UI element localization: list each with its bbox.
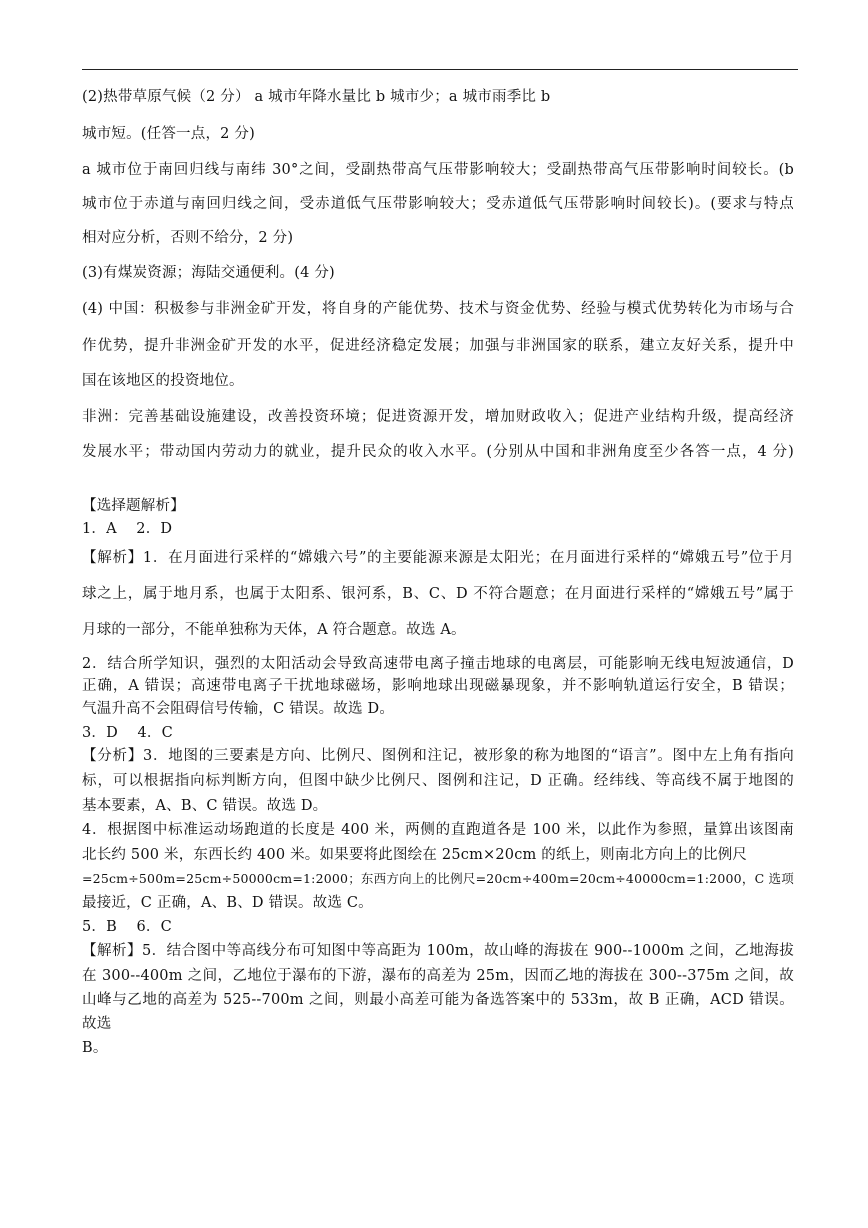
answer-2-line-5: 相对应分析，否则不给分，2 分) bbox=[82, 230, 294, 246]
answer-4-line-1: (4) 中国：积极参与非洲金矿开发，将自身的产能优势、技术与资金优势、经验与模式优势转化为市场与合 bbox=[82, 301, 794, 317]
answers-3-4: 3．D 4．C bbox=[82, 725, 173, 741]
analysis-q2-line-2: 正确，A 错误；高速带电离子干扰地球磁场，影响地球出现磁暴现象，并不影响轨道运行安全，B 错误； bbox=[82, 678, 794, 694]
analysis-q3-line-3: 基本要素，A、B、C 错误。故选 D。 bbox=[82, 798, 328, 814]
analysis-q2-line-1: 2．结合所学知识，强烈的太阳活动会导致高速带电离子撞击地球的电离层，可能影响无线电短波通信，D bbox=[82, 656, 794, 672]
answer-2-line-4: 城市位于赤道与南回归线之间，受赤道低气压带影响较大；受赤道低气压带影响时间较长)。(要求与特点 bbox=[82, 196, 794, 212]
analysis-q4-line-1: 4．根据图中标准运动场跑道的长度是 400 米，两侧的直跑道各是 100 米，以此作为参照，量算出该图南 bbox=[82, 822, 794, 838]
analysis-q4-line-2: 北长约 500 米，东西长约 400 米。如果要将此图绘在 25cm×20cm 的纸上，则南北方向上的比例尺 bbox=[82, 847, 748, 863]
answer-4-line-3: 国在该地区的投资地位。 bbox=[82, 373, 244, 389]
analysis-q3-line-2: 标，可以根据指向标判断方向，但图中缺少比例尺、图例和注记，D 正确。经纬线、等高线不属于地图的 bbox=[82, 773, 794, 789]
answer-4-line-5: 发展水平；带动国内劳动力的就业，提升民众的收入水平。(分别从中国和非洲角度至少各答一点，4 分) bbox=[82, 444, 794, 460]
answer-4-line-2: 作优势，提升非洲金矿开发的水平，促进经济稳定发展；加强与非洲国家的联系，建立友好关系，提升中 bbox=[82, 338, 794, 354]
analysis-heading: 【选择题解析】 bbox=[82, 498, 185, 514]
analysis-q2-line-3: 气温升高不会阻碍信号传输，C 错误。故选 D。 bbox=[82, 701, 395, 717]
analysis-q1-line-3: 月球的一部分，不能单独称为天体，A 符合题意。故选 A。 bbox=[82, 622, 466, 638]
analysis-q5-line-3: 山峰与乙地的高差为 525--700m 之间，则最小高差可能为备选答案中的 533m，故 B 正确，ACD 错误。 bbox=[82, 992, 794, 1008]
answer-4-line-4: 非洲：完善基础设施建设，改善投资环境；促进资源开发，增加财政收入；促进产业结构升级，提高经济 bbox=[82, 409, 794, 425]
analysis-q4-line-4: 最接近，C 正确，A、B、D 错误。故选 C。 bbox=[82, 895, 373, 911]
analysis-q5-line-4: 故选 bbox=[82, 1016, 112, 1032]
analysis-q1-line-2: 球之上，属于地月系，也属于太阳系、银河系，B、C、D 不符合题意；在月面进行采样的“嫦娥五号”属于 bbox=[82, 586, 794, 602]
answers-1-2: 1．A 2．D bbox=[82, 521, 173, 537]
analysis-q5-line-1: 【解析】5．结合图中等高线分布可知图中等高距为 100m，故山峰的海拔在 900--1000m 之间，乙地海拔 bbox=[82, 943, 794, 959]
analysis-q4-line-3: =25cm÷500m=25cm÷50000cm=1:2000；东西方向上的比例尺=20cm÷400m=20cm÷40000cm=1:2000，C 选项 bbox=[82, 871, 794, 886]
analysis-q1-line-1: 【解析】1．在月面进行采样的“嫦娥六号”的主要能源来源是太阳光；在月面进行采样的“嫦娥五号”位于月 bbox=[82, 550, 794, 566]
answer-3-line-1: (3)有煤炭资源；海陆交通便利。(4 分) bbox=[82, 265, 335, 281]
answers-5-6: 5．B 6．C bbox=[82, 919, 172, 935]
header-rule bbox=[82, 69, 798, 70]
analysis-q5-line-5: B。 bbox=[82, 1040, 108, 1056]
answer-2-line-3: a 城市位于南回归线与南纬 30°之间，受副热带高气压带影响较大；受副热带高气压带影响时间较长。(b bbox=[82, 162, 794, 178]
answer-2-line-2: 城市短。(任答一点，2 分) bbox=[82, 126, 255, 142]
answer-2-line-1: (2)热带草原气候（2 分） a 城市年降水量比 b 城市少；a 城市雨季比 b bbox=[82, 89, 551, 105]
analysis-q3-line-1: 【分析】3．地图的三要素是方向、比例尺、图例和注记，被形象的称为地图的“语言”。图中左上角有指向 bbox=[82, 748, 794, 764]
analysis-q5-line-2: 在 300--400m 之间，乙地位于瀑布的下游，瀑布的高差为 25m，因而乙地的海拔在 300--375m 之间，故 bbox=[82, 968, 794, 984]
